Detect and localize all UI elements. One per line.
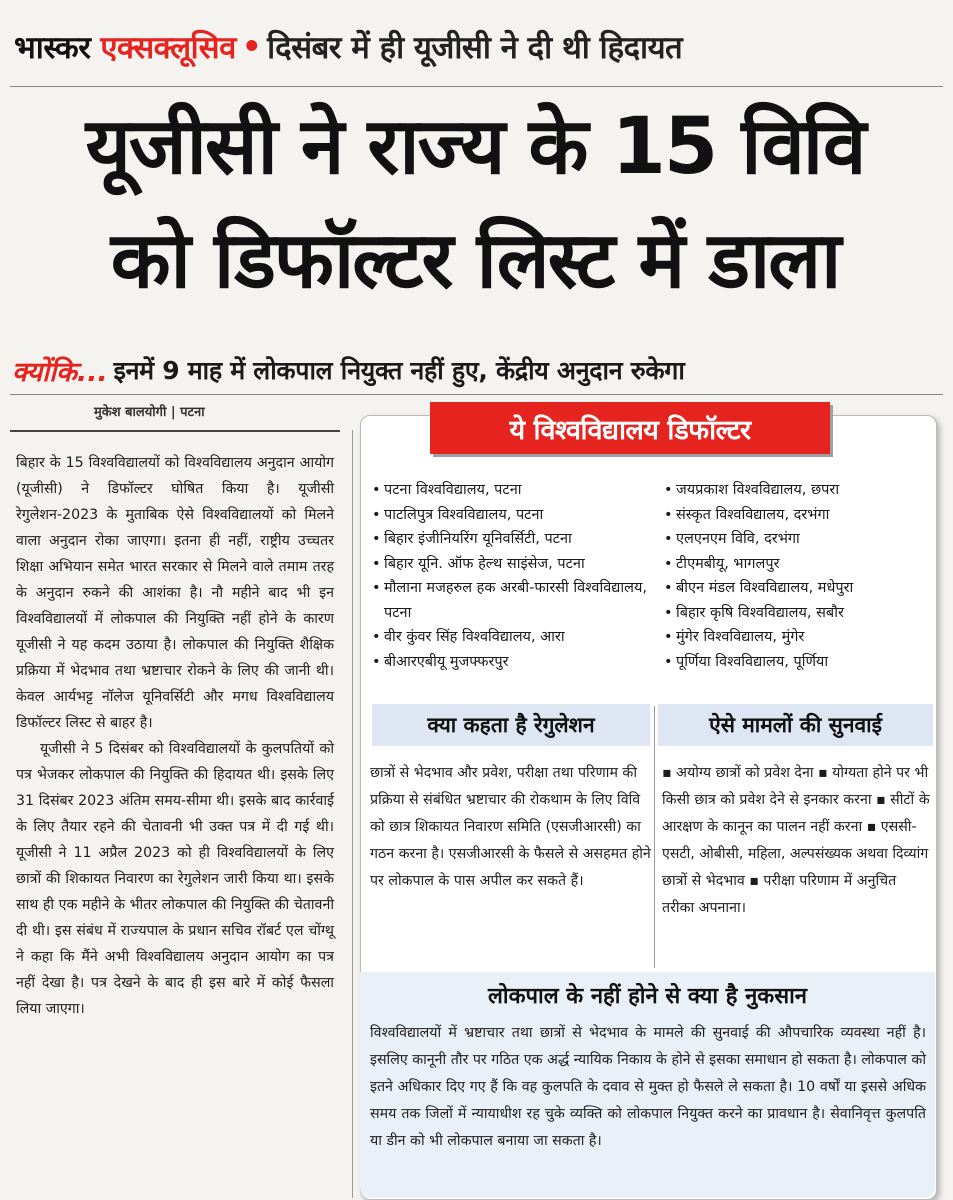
byline: मुकेश बालयोगी | पटना (94, 405, 205, 420)
box-divider (654, 706, 655, 968)
subheadline-rule (10, 394, 943, 395)
list-item (664, 576, 932, 601)
hearing-heading: ऐसे मामलों की सुनवाई (658, 704, 933, 746)
bullet-icon: • (664, 653, 673, 670)
bullet-icon: • (372, 653, 381, 670)
kicker-text: दिसंबर में ही यूजीसी ने दी थी हिदायत (267, 30, 683, 66)
list-item (664, 527, 932, 552)
university-name: बिहार कृषि विश्वविद्यालय, सबौर (676, 604, 844, 621)
list-item (664, 625, 932, 650)
body-paragraph-1: बिहार के 15 विश्वविद्यालयों को विश्वविद्यालय अनुदान आयोग (यूजीसी) ने डिफॉल्टर घोषित किया है। यूजीसी रेगुलेशन-2023 के मुताबिक ऐसे विश्वविद्यालयों को मिलने वाला अनुदान रोका जाएगा। इतना ही नहीं, राष्ट्रीय उच्चतर शिक्षा अभियान समेत भारत सरकार से मिलने वाले तमाम तरह के अनुदान रुकने की आशंका है। नौ महीने बाद भी इन विश्वविद्यालयों में लोकपाल की नियुक्ति नहीं होने के कारण यूजीसी ने यह कदम उठाया है। लोकपाल की नियुक्ति शैक्षिक प्रक्रिया में भेदभाव तथा भ्रष्टाचार रोकने के लिए की जानी थी। केवल आर्यभट्ट नॉलेज यूनिवर्सिटी और मगध विश्वविद्यालय डिफॉल्टर लिस्ट से बाहर है। (16, 455, 334, 731)
regulation-heading: क्या कहता है रेगुलेशन (372, 704, 650, 746)
university-name: टीएमबीयू, भागलपुर (676, 555, 780, 572)
list-item (372, 503, 662, 528)
list-item (372, 478, 662, 503)
defaulter-list-left (372, 478, 662, 674)
university-name: पटना विश्वविद्यालय, पटना (384, 482, 522, 498)
subheadline-lead: क्योंकि... (12, 356, 108, 388)
subheadline (12, 350, 942, 390)
list-item (664, 503, 932, 528)
top-rule (10, 86, 943, 87)
bullet-icon: • (664, 604, 673, 621)
loss-heading: लोकपाल के नहीं होने से क्या है नुकसान (488, 984, 807, 1009)
list-item (372, 625, 662, 650)
exclusive-tag: एक्सक्लूसिव (100, 30, 236, 66)
university-name: संस्कृत विश्वविद्यालय, दरभंगा (676, 506, 830, 523)
university-name: पूर्णिया विश्वविद्यालय, पूर्णिया (676, 653, 829, 670)
defaulter-list-right (664, 478, 932, 674)
list-item (664, 650, 932, 675)
list-item (664, 478, 932, 503)
list-item (372, 552, 662, 577)
university-name: जयप्रकाश विश्वविद्यालय, छपरा (676, 482, 840, 498)
list-item (664, 601, 932, 626)
hearing-text: ▪ अयोग्य छात्रों को प्रवेश देना ▪ योग्यता होने पर भी किसी छात्र को प्रवेश देने से इनकार करना ▪ सीटों के आरक्षण के कानून का पालन नहीं करना ▪ एससी-एसटी, ओबीसी, महिला, अल्पसंख्यक अथवा दिव्यांग छात्रों से भेदभाव ▪ परीक्षा परिणाम में अनुचित तरीका अपनाना। (662, 765, 930, 916)
list-item (372, 576, 662, 625)
kicker-line (14, 22, 939, 72)
headline-line-2: को डिफॉल्टर लिस्ट में डाला (110, 216, 840, 306)
article-body (10, 430, 340, 1200)
bullet-icon: • (372, 580, 381, 596)
list-item (372, 527, 662, 552)
university-name: पाटलिपुत्र विश्वविद्यालय, पटना (384, 506, 544, 523)
bullet-icon: • (372, 555, 381, 572)
university-name: मुंगेर विश्वविद्यालय, मुंगेर (676, 629, 805, 645)
body-paragraph-2: यूजीसी ने 5 दिसंबर को विश्वविद्यालयों के कुलपतियों को पत्र भेजकर लोकपाल की नियुक्ति की हिदायत थी। इसके लिए 31 दिसंबर 2023 अंतिम समय-सीमा थी। इसके बाद कार्रवाई के लिए तैयार रहने की चेतावनी भी उक्त पत्र में दी गई थी। यूजीसी ने 11 अप्रैल 2023 को ही विश्वविद्यालयों के लिए छात्रों की शिकायत निवारण का रेगुलेशन जारी किया था। इसके साथ ही एक महीने के भीतर लोकपाल की नियुक्ति की चेतावनी दी थी। इस संबंध में राज्यपाल के प्रधान सचिव रॉबर्ट एल चोंग्थू ने कहा कि मैंने अभी विश्वविद्यालय अनुदान आयोग का पत्र नहीं देखा है। पत्र देखने के बाद ही इस बारे में कोई फैसला लिया जाएगा। (16, 741, 334, 1017)
university-name: बीएन मंडल विश्वविद्यालय, मधेपुरा (676, 580, 854, 596)
university-name: वीर कुंवर सिंह विश्वविद्यालय, आरा (384, 629, 565, 645)
bullet-icon: • (372, 531, 381, 547)
bullet-icon: • (664, 629, 673, 645)
kicker-separator: • (241, 29, 262, 65)
bullet-icon: • (664, 482, 673, 498)
loss-text: विश्वविद्यालयों में भ्रष्टाचार तथा छात्रों से भेदभाव के मामले की सुनवाई की औपचारिक व्यवस्था नहीं है। इसलिए कानूनी तौर पर गठित एक अर्द्ध न्यायिक निकाय के होने से इसका समाधान हो सकता है। लोकपाल को इतने अधिकार दिए गए हैं कि वह कुलपति के दवाव से मुक्त हो फैसले ले सकता है। 10 वर्षों या इससे अधिक समय तक जिलों में न्यायाधीश रह चुके व्यक्ति को लोकपाल नियुक्त करने का प्रावधान है। सेवानिवृत्त कुलपति या डीन को भी लोकपाल बनाया जा सकता है। (370, 1025, 926, 1149)
list-item (664, 552, 932, 577)
bullet-icon: • (372, 482, 381, 498)
university-name: बिहार इंजीनियरिंग यूनिवर्सिटी, पटना (384, 531, 572, 547)
university-name: मौलाना मजहरुल हक अरबी-फारसी विश्वविद्यालय, पटना (384, 580, 648, 621)
university-name: एलएनएम विवि, दरभंगा (676, 531, 800, 547)
bullet-icon: • (664, 555, 673, 572)
university-name: बिहार यूनि. ऑफ हेल्थ साइंसेज, पटना (384, 555, 585, 572)
university-name: बीआरएबीयू मुजफ्फरपुर (384, 653, 509, 670)
bullet-icon: • (664, 531, 673, 547)
bullet-icon: • (664, 506, 673, 523)
defaulters-banner: ये विश्वविद्यालय डिफॉल्टर (430, 402, 830, 454)
bullet-icon: • (372, 506, 381, 523)
subheadline-text: इनमें 9 माह में लोकपाल नियुक्त नहीं हुए, केंद्रीय अनुदान रुकेगा (113, 356, 685, 385)
headline-line-1: यूजीसी ने राज्य के 15 विवि (85, 102, 865, 192)
list-item (372, 650, 662, 675)
bullet-icon: • (664, 580, 673, 596)
regulation-text: छात्रों से भेदभाव और प्रवेश, परीक्षा तथा परिणाम की प्रक्रिया से संबंधित भ्रष्टाचार की रोकथाम के लिए विवि को छात्र शिकायत निवारण समिति (एसजीआरसी) का गठन करना है। एसजीआरसी के फैसले से असहमत होने पर लोकपाल के पास अपील कर सकते हैं। (370, 765, 651, 889)
brand-name: भास्कर (14, 30, 91, 66)
column-divider (352, 430, 353, 1198)
bullet-icon: • (372, 629, 381, 645)
